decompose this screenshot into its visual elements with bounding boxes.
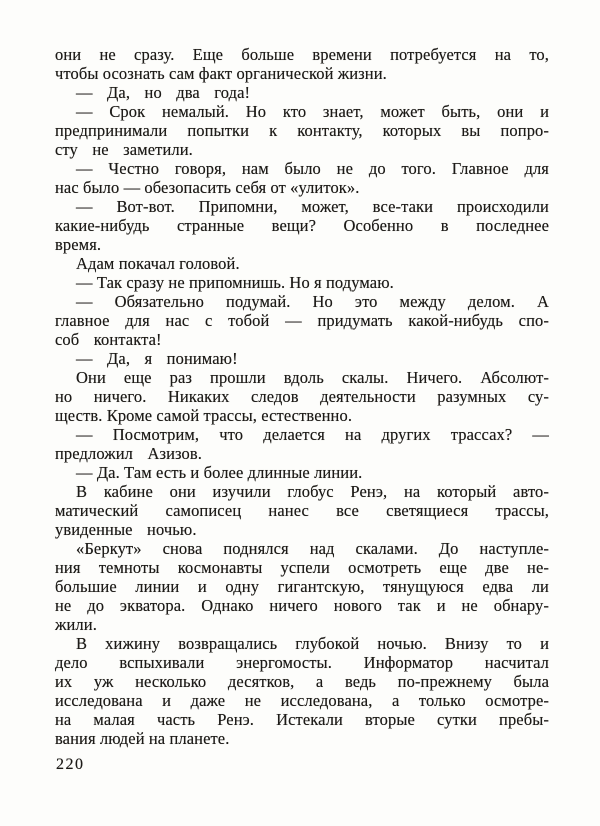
text-line: чтобы осознать сам факт органической жизни. bbox=[55, 64, 387, 83]
text-line: ния темноты космонавты успели осмотреть еще две не- bbox=[55, 558, 549, 577]
text-line: какие-нибудь странные вещи? Особенно в последнее bbox=[55, 216, 549, 235]
text-line: — Срок немалый. Но кто знает, может быть, они и bbox=[76, 102, 549, 121]
text-line: — Да, я понимаю! bbox=[76, 349, 238, 368]
text-line: — Честно говоря, нам было не до того. Главное для bbox=[76, 159, 549, 178]
text-line: но ничего. Никаких следов деятельности разумных су- bbox=[55, 387, 549, 406]
text-line: соб контакта! bbox=[55, 330, 162, 349]
text-line: ществ. Кроме самой трассы, естественно. bbox=[55, 406, 353, 425]
text-line: главное для нас с тобой — придумать какой-нибудь спо- bbox=[55, 311, 549, 330]
text-line: предложил Азизов. bbox=[55, 444, 203, 463]
text-line: — Обязательно подумай. Но это между делом. А bbox=[76, 292, 549, 311]
text-line: — Посмотрим, что делается на других трассах? — bbox=[76, 425, 549, 444]
text-line: — Да. Там есть и более длинные линии. bbox=[76, 463, 363, 482]
text-line: они не сразу. Еще больше времени потребуется на то, bbox=[55, 45, 549, 64]
text-line: не до экватора. Однако ничего нового так и не обнару- bbox=[55, 596, 549, 615]
text-line: В хижину возвращались глубокой ночью. Внизу то и bbox=[76, 634, 549, 653]
text-line: увиденные ночью. bbox=[55, 520, 197, 539]
text-line: на малая часть Ренэ. Истекали вторые сутки пребы- bbox=[55, 710, 549, 729]
text-line: их уж несколько десятков, а ведь по-прежнему была bbox=[55, 672, 549, 691]
text-line: — Вот-вот. Припомни, может, все-таки происходили bbox=[76, 197, 549, 216]
text-line: сту не заметили. bbox=[55, 140, 193, 159]
text-line: — Так сразу не припомнишь. Но я подумаю. bbox=[76, 273, 394, 292]
text-line: предпринимали попытки к контакту, которых вы попро- bbox=[55, 121, 549, 140]
text-line: — Да, но два года! bbox=[76, 83, 251, 102]
text-line: жили. bbox=[55, 615, 97, 634]
text-line: вания людей на планете. bbox=[55, 729, 230, 748]
text-line: исследована и даже не исследована, а только осмотре- bbox=[55, 691, 549, 710]
text-line: матический самописец нанес все светящиеся трассы, bbox=[55, 501, 549, 520]
text-line: дело вспыхивали энергомосты. Информатор насчитал bbox=[55, 653, 549, 672]
text-line: Они еще раз прошли вдоль скалы. Ничего. Абсолют- bbox=[76, 368, 549, 387]
text-line: «Беркут» снова поднялся над скалами. До наступле- bbox=[76, 539, 549, 558]
text-block bbox=[55, 45, 549, 748]
text-line: Адам покачал головой. bbox=[76, 254, 240, 273]
text-line: нас было — обезопасить себя от «улиток». bbox=[55, 178, 360, 197]
text-line: время. bbox=[55, 235, 102, 254]
text-line: В кабине они изучили глобус Ренэ, на который авто- bbox=[76, 482, 549, 501]
page-number: 220 bbox=[56, 756, 85, 773]
text-line: большие линии и одну гигантскую, тянущуюся едва ли bbox=[55, 577, 549, 596]
